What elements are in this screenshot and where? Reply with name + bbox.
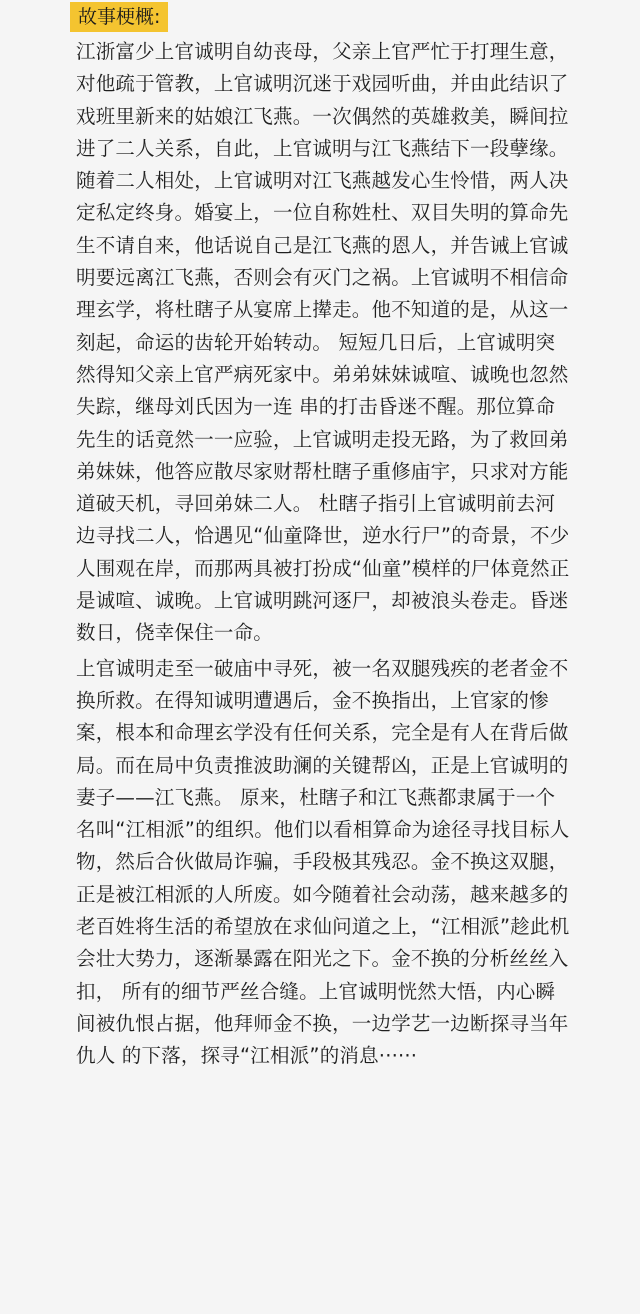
story-line: 进了二人关系，自此，上官诚明与江飞燕结下一段孽缘。 bbox=[76, 136, 569, 160]
story-line: 弟妹妹，他答应散尽家财帮杜瞎子重修庙宇，只求对方能 bbox=[76, 459, 569, 483]
story-line: 老百姓将生活的希望放在求仙问道之上，“江相派”趁此机 bbox=[76, 915, 570, 939]
story-line: 定私定终身。婚宴上，一位自称姓杜、双目失明的算命先 bbox=[76, 201, 569, 225]
story-line: 数日，侥幸保住一命。 bbox=[76, 621, 274, 645]
story-line: 妻子——江飞燕。 原来，杜瞎子和江飞燕都隶属于一个 bbox=[76, 785, 556, 809]
story-line: 人围观在岸，而那两具被打扮成“仙童”模样的尸体竟然正 bbox=[76, 556, 570, 580]
story-line: 明要远离江飞燕，否则会有灭门之祸。上官诚明不相信命 bbox=[76, 266, 569, 290]
story-line: 江浙富少上官诚明自幼丧母，父亲上官严忙于打理生意， bbox=[76, 40, 569, 63]
story-line: 道破天机，寻回弟妹二人。 杜瞎子指引上官诚明前去河 bbox=[76, 492, 556, 516]
story-line: 上官诚明走至一破庙中寻死，被一名双腿残疾的老者金不 bbox=[76, 656, 569, 680]
story-line: 是诚喧、诚晚。上官诚明跳河逐尸，却被浪头卷走。昏迷 bbox=[76, 589, 569, 613]
story-line: 会壮大势力，逐渐暴露在阳光之下。金不换的分析丝丝入 bbox=[76, 947, 569, 971]
heading-highlight bbox=[70, 2, 168, 32]
story-paragraph-2 bbox=[76, 653, 612, 1073]
story-line: 戏班里新来的姑娘江飞燕。一次偶然的英雄救美，瞬间拉 bbox=[76, 104, 569, 128]
story-heading: 故事梗概: bbox=[70, 2, 168, 32]
story-line: 理玄学，将杜瞎子从宴席上撵走。他不知道的是，从这一 bbox=[76, 298, 569, 322]
story-line: 间被仇恨占据，他拜师金不换，一边学艺一边断探寻当年 bbox=[76, 1011, 569, 1035]
story-line: 刻起，命运的齿轮开始转动。 短短几日后，上官诚明突 bbox=[76, 330, 556, 354]
story-line: 对他疏于管教，上官诚明沉迷于戏园听曲，并由此结识了 bbox=[76, 72, 569, 96]
story-paragraph-1 bbox=[76, 36, 612, 650]
story-line: 然得知父亲上官严病死家中。弟弟妹妹诚喧、诚晚也忽然 bbox=[76, 362, 569, 386]
story-body bbox=[76, 36, 612, 1073]
story-line: 正是被江相派的人所废。如今随着社会动荡，越来越多的 bbox=[76, 882, 569, 906]
story-line: 先生的话竟然一一应验，上官诚明走投无路，为了救回弟 bbox=[76, 427, 569, 451]
story-line: 局。而在局中负责推波助澜的关键帮凶，正是上官诚明的 bbox=[76, 753, 569, 777]
story-line: 失踪，继母刘氏因为一连 串的打击昏迷不醒。那位算命 bbox=[76, 395, 556, 419]
story-line: 案，根本和命理玄学没有任何关系，完全是有人在背后做 bbox=[76, 721, 569, 745]
story-line: 边寻找二人，恰遇见“仙童降世，逆水行尸”的奇景，不少 bbox=[76, 524, 570, 548]
story-line: 名叫“江相派”的组织。他们以看相算命为途径寻找目标人 bbox=[76, 818, 570, 842]
story-line: 物，然后合伙做局诈骗，手段极其残忍。金不换这双腿， bbox=[76, 850, 569, 874]
story-line: 换所救。在得知诚明遭遇后，金不换指出，上官家的惨 bbox=[76, 688, 549, 712]
story-line: 仇人 的下落，探寻“江相派”的消息······ bbox=[76, 1044, 418, 1068]
story-line: 扣， 所有的细节严丝合缝。上官诚明恍然大悟，内心瞬 bbox=[76, 979, 556, 1003]
story-line: 生不请自来，他话说自己是江飞燕的恩人，并告诫上官诚 bbox=[76, 233, 569, 257]
story-line: 随着二人相处，上官诚明对江飞燕越发心生怜惜，两人决 bbox=[76, 169, 569, 193]
